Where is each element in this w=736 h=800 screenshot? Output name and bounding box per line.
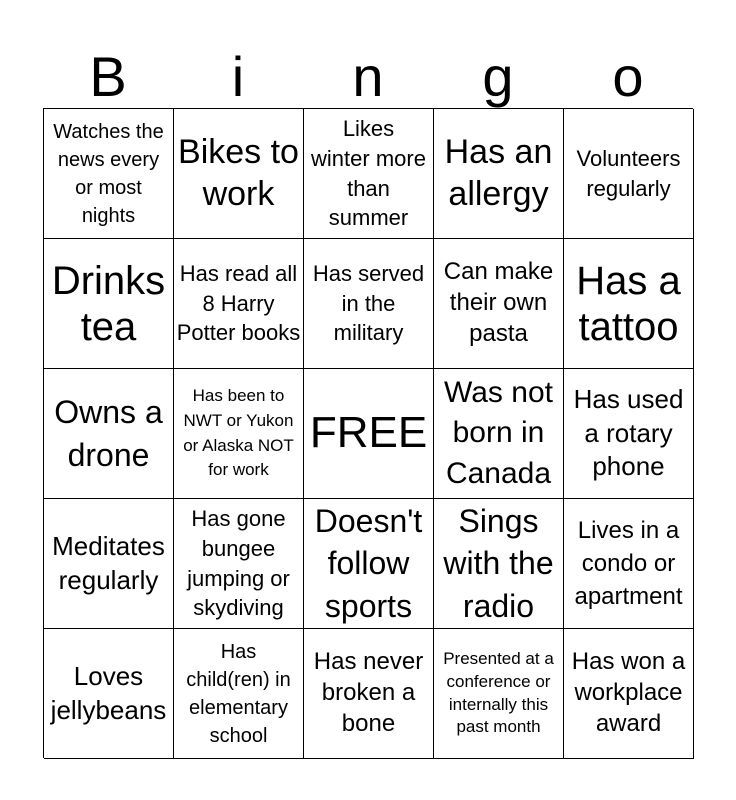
title-letter-o: o bbox=[612, 45, 644, 108]
cell-text: Has served in the military bbox=[312, 260, 425, 346]
cell-text: Has used a rotary phone bbox=[573, 383, 684, 482]
cell-text: Has read all 8 Harry Potter books bbox=[176, 260, 301, 346]
bingo-cell[interactable] bbox=[434, 629, 564, 759]
bingo-cell[interactable] bbox=[564, 629, 694, 759]
free-space: FREE bbox=[309, 408, 428, 458]
bingo-cell[interactable] bbox=[304, 499, 434, 629]
cell-text: Has never broken a bone bbox=[313, 648, 424, 737]
cell-text: Has child(ren) in elementary school bbox=[186, 640, 291, 747]
cell-text: Watches the news every or most nights bbox=[53, 120, 164, 227]
bingo-cell[interactable] bbox=[174, 109, 304, 239]
bingo-cell[interactable] bbox=[564, 109, 694, 239]
cell-text: Loves jellybeans bbox=[50, 660, 167, 725]
title-letter-g: g bbox=[482, 45, 514, 108]
bingo-cell[interactable] bbox=[434, 239, 564, 369]
cell-text: Was not born in Canada bbox=[444, 376, 553, 490]
bingo-cell[interactable] bbox=[304, 369, 434, 499]
cell-text: Doesn't follow sports bbox=[314, 503, 423, 624]
bingo-cell[interactable] bbox=[44, 109, 174, 239]
bingo-cell[interactable] bbox=[564, 369, 694, 499]
cell-text: Has gone bungee jumping or skydiving bbox=[187, 506, 290, 621]
bingo-cell[interactable] bbox=[44, 369, 174, 499]
bingo-cell[interactable] bbox=[44, 629, 174, 759]
bingo-card bbox=[43, 108, 693, 758]
bingo-cell[interactable] bbox=[564, 499, 694, 629]
cell-text: Meditates regularly bbox=[52, 530, 165, 595]
title-letter-b: B bbox=[89, 45, 127, 108]
bingo-cell[interactable] bbox=[44, 239, 174, 369]
cell-text: Bikes to work bbox=[178, 133, 299, 213]
cell-text: Volunteers regularly bbox=[576, 145, 681, 201]
bingo-cell[interactable] bbox=[564, 239, 694, 369]
bingo-cell[interactable] bbox=[304, 109, 434, 239]
bingo-cell[interactable] bbox=[174, 629, 304, 759]
cell-text: Owns a drone bbox=[54, 394, 163, 473]
bingo-cell[interactable] bbox=[434, 369, 564, 499]
cell-text: Lives in a condo or apartment bbox=[574, 516, 683, 611]
bingo-cell[interactable] bbox=[434, 109, 564, 239]
bingo-title bbox=[43, 46, 693, 108]
cell-text: Can make their own pasta bbox=[443, 258, 554, 347]
bingo-cell[interactable] bbox=[304, 629, 434, 759]
cell-text: Likes winter more than summer bbox=[311, 116, 426, 231]
cell-text: Has a tattoo bbox=[576, 258, 681, 349]
cell-text: Drinks tea bbox=[51, 258, 166, 349]
cell-text: Presented at a conference or internally this past month bbox=[443, 648, 554, 737]
cell-text: Has won a workplace award bbox=[571, 648, 686, 737]
bingo-cell[interactable] bbox=[304, 239, 434, 369]
bingo-cell[interactable] bbox=[174, 239, 304, 369]
title-letter-i: i bbox=[231, 45, 245, 108]
bingo-cell[interactable] bbox=[174, 499, 304, 629]
bingo-cell[interactable] bbox=[44, 499, 174, 629]
title-letter-n: n bbox=[352, 45, 384, 108]
bingo-cell[interactable] bbox=[434, 499, 564, 629]
cell-text: Has an allergy bbox=[444, 133, 553, 213]
cell-text: Has been to NWT or Yukon or Alaska NOT for work bbox=[183, 386, 294, 480]
bingo-cell[interactable] bbox=[174, 369, 304, 499]
cell-text: Sings with the radio bbox=[443, 503, 554, 624]
